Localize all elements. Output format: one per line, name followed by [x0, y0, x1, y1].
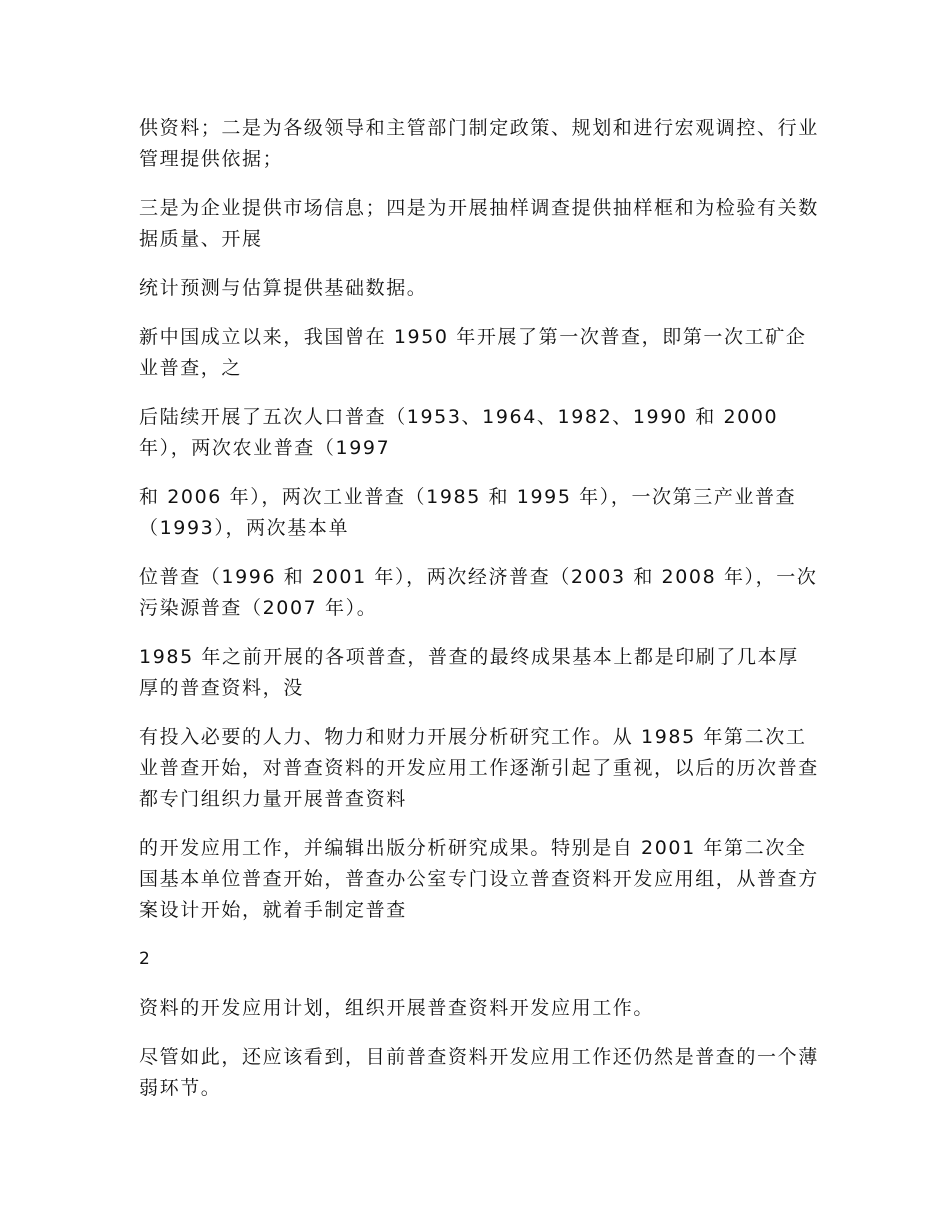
document-body	[139, 113, 819, 1122]
paragraph-10: 的开发应用工作，并编辑出版分析研究成果。特别是自 2001 年第二次全国基本单位普查开始，普查办公室专门设立普查资料开发应用组，从普查方案设计开始，就着手制定普查	[139, 837, 819, 921]
paragraph-11: 资料的开发应用计划，组织开展普查资料开发应用工作。	[139, 997, 655, 1019]
paragraph-8: 1985 年之前开展的各项普查，普查的最终成果基本上都是印刷了几本厚厚的普查资料，没	[139, 646, 799, 699]
paragraph-7: 位普查（1996 和 2001 年），两次经济普查（2003 和 2008 年），一次污染源普查（2007 年）。	[139, 566, 818, 619]
paragraph-2: 三是为企业提供市场信息；四是为开展抽样调查提供抽样框和为检验有关数据质量、开展	[139, 197, 819, 250]
paragraph-3: 统计预测与估算提供基础数据。	[139, 277, 428, 299]
paragraph-5: 后陆续开展了五次人口普查（1953、1964、1982、1990 和 2000 年），两次农业普查（1997	[139, 406, 779, 459]
paragraph-4: 新中国成立以来，我国曾在 1950 年开展了第一次普查，即第一次工矿企业普查，之	[139, 326, 807, 379]
paragraph-12: 尽管如此，还应该看到，目前普查资料开发应用工作还仍然是普查的一个薄弱环节。	[139, 1046, 819, 1099]
page-number: 2	[139, 949, 151, 969]
paragraph-1: 供资料；二是为各级领导和主管部门制定政策、规划和进行宏观调控、行业管理提供依据；	[139, 117, 819, 170]
paragraph-9: 有投入必要的人力、物力和财力开展分析研究工作。从 1985 年第二次工业普查开始，对普查资料的开发应用工作逐渐引起了重视，以后的历次普查都专门组织力量开展普查资料	[139, 726, 819, 810]
paragraph-6: 和 2006 年），两次工业普查（1985 和 1995 年），一次第三产业普查（1993），两次基本单	[139, 486, 797, 539]
